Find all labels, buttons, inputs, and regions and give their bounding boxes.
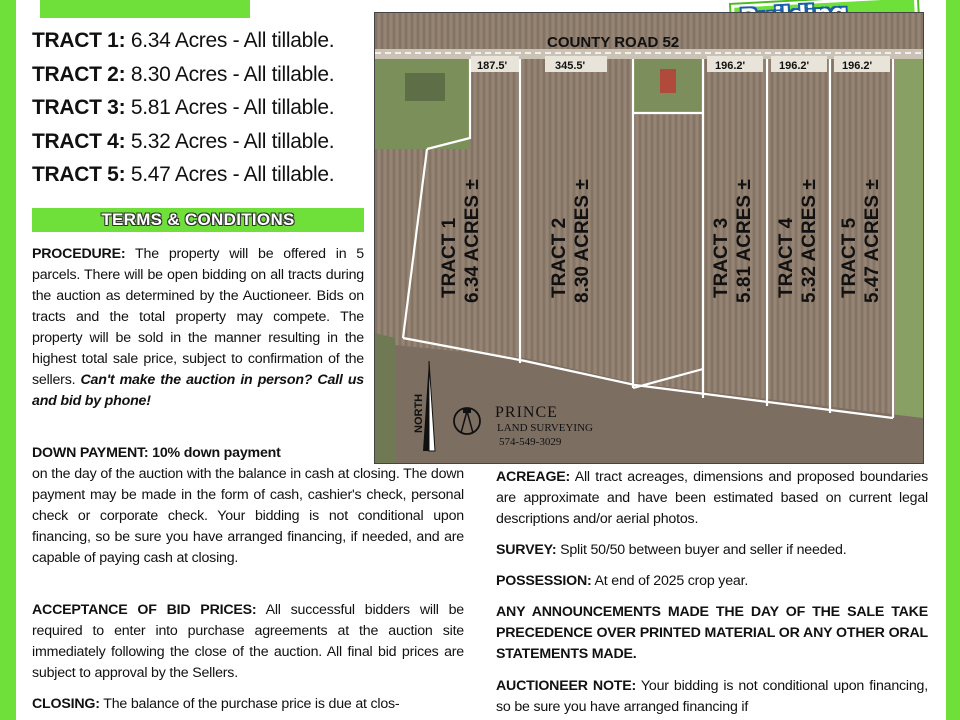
acceptance-paragraph: ACCEPTANCE OF BID PRICES: All successful bidders will be required to enter into purchase agreements at the auction site immediately following the close of the auction. All final bid prices are subject to approval by the Sellers.: [32, 602, 465, 681]
tract-line-3: TRACT 3: 5.81 Acres - All tillable.: [32, 96, 335, 119]
closing-label: CLOSING:: [32, 696, 100, 712]
phone-bid-note: Can't make the auction in person? Call us and bid by phone!: [32, 372, 364, 409]
frontage-3: 196.2': [715, 60, 746, 72]
frontage-5: 196.2': [842, 60, 873, 72]
tract-2-name: TRACT 2: [549, 217, 570, 298]
tract-5-acres: 5.47 ACRES ±: [862, 179, 883, 303]
top-green-banner: [40, 0, 250, 18]
acreage-paragraph: ACREAGE: All tract acreages, dimensions and proposed boundaries are approximate and have been estimated based on current legal descriptions and/or aerial photos.: [496, 469, 928, 527]
procedure-paragraph: PROCEDURE: The property will be offered in 5 parcels. There will be open bidding on all tracts during the auction as determined by the Auctioneer. Bids on tracts and the total property may compete. The property will be sold in the manner resulting in the highest total sale price, subject to confirmation of the sellers. Can't make the auction in person? Call us and bid by phone!: [32, 246, 364, 409]
down-payment-label: DOWN PAYMENT:: [32, 445, 149, 461]
left-green-border: [0, 0, 16, 720]
tract-list: [32, 24, 372, 192]
tract-line-1: TRACT 1: 6.34 Acres - All tillable.: [32, 29, 335, 52]
surveyor-phone: 574-549-3029: [499, 436, 562, 448]
frontage-4: 196.2': [779, 60, 810, 72]
frontage-2: 345.5': [555, 60, 586, 72]
surveyor-sub: LAND SURVEYING: [497, 422, 593, 434]
east-yard: [895, 59, 923, 459]
terms-header: TERMS & CONDITIONS: [32, 208, 364, 232]
down-payment-heading: DOWN PAYMENT: 10% down payment: [32, 445, 281, 461]
tract-line-2: TRACT 2: 8.30 Acres - All tillable.: [32, 62, 335, 86]
farmstead-left: [375, 59, 470, 149]
tract-3-name: TRACT 3: [711, 217, 732, 298]
survey-label: SURVEY:: [496, 542, 557, 558]
tract-line-4: TRACT 4: 5.32 Acres - All tillable.: [32, 129, 335, 153]
acceptance-label: ACCEPTANCE OF BID PRICES:: [32, 602, 257, 618]
closing-paragraph: CLOSING: The balance of the purchase price is due at clos-: [32, 696, 400, 712]
tract-4-name: TRACT 4: [776, 217, 797, 298]
tract-3-acres: 5.81 ACRES ±: [734, 179, 755, 303]
possession-label: POSSESSION:: [496, 573, 592, 589]
auctioneer-note-label: AUCTIONEER NOTE:: [496, 678, 637, 694]
tract-line-5: TRACT 5: 5.47 Acres - All tillable.: [32, 163, 335, 186]
auctioneer-note-paragraph: AUCTIONEER NOTE: Your bidding is not conditional upon financing, so be sure you have arranged financing if: [496, 678, 928, 715]
frontage-1: 187.5': [477, 60, 508, 72]
aerial-plat-map: [374, 12, 924, 464]
announcements-paragraph: ANY ANNOUNCEMENTS MADE THE DAY OF THE SALE TAKE PRECEDENCE OVER PRINTED MATERIAL OR ANY OTHER ORAL STATEMENTS MADE.: [496, 604, 928, 662]
surveyor-name: PRINCE: [495, 404, 558, 421]
acreage-label: ACREAGE:: [496, 469, 571, 485]
tract-4-acres: 5.32 ACRES ±: [799, 179, 820, 303]
possession-paragraph: POSSESSION: At end of 2025 crop year.: [496, 573, 749, 589]
tract-5-name: TRACT 5: [839, 217, 860, 298]
tract-1-acres: 6.34 ACRES ±: [462, 179, 483, 303]
north-label: NORTH: [413, 393, 425, 433]
procedure-label: PROCEDURE:: [32, 246, 126, 262]
down-payment-paragraph: on the day of the auction with the balance in cash at closing. The down payment may be made in the form of cash, cashier's check, personal check or corporate check. Your bidding is not conditional upon financing, so be sure you have arranged financing, if needed, and are capable of paying cash at closing.: [32, 466, 464, 566]
right-green-border: [946, 0, 960, 720]
tract-2-acres: 8.30 ACRES ±: [572, 179, 593, 303]
survey-paragraph: SURVEY: Split 50/50 between buyer and seller if needed.: [496, 542, 847, 558]
tract-1-name: TRACT 1: [439, 217, 460, 298]
road-label: COUNTY ROAD 52: [547, 34, 680, 51]
